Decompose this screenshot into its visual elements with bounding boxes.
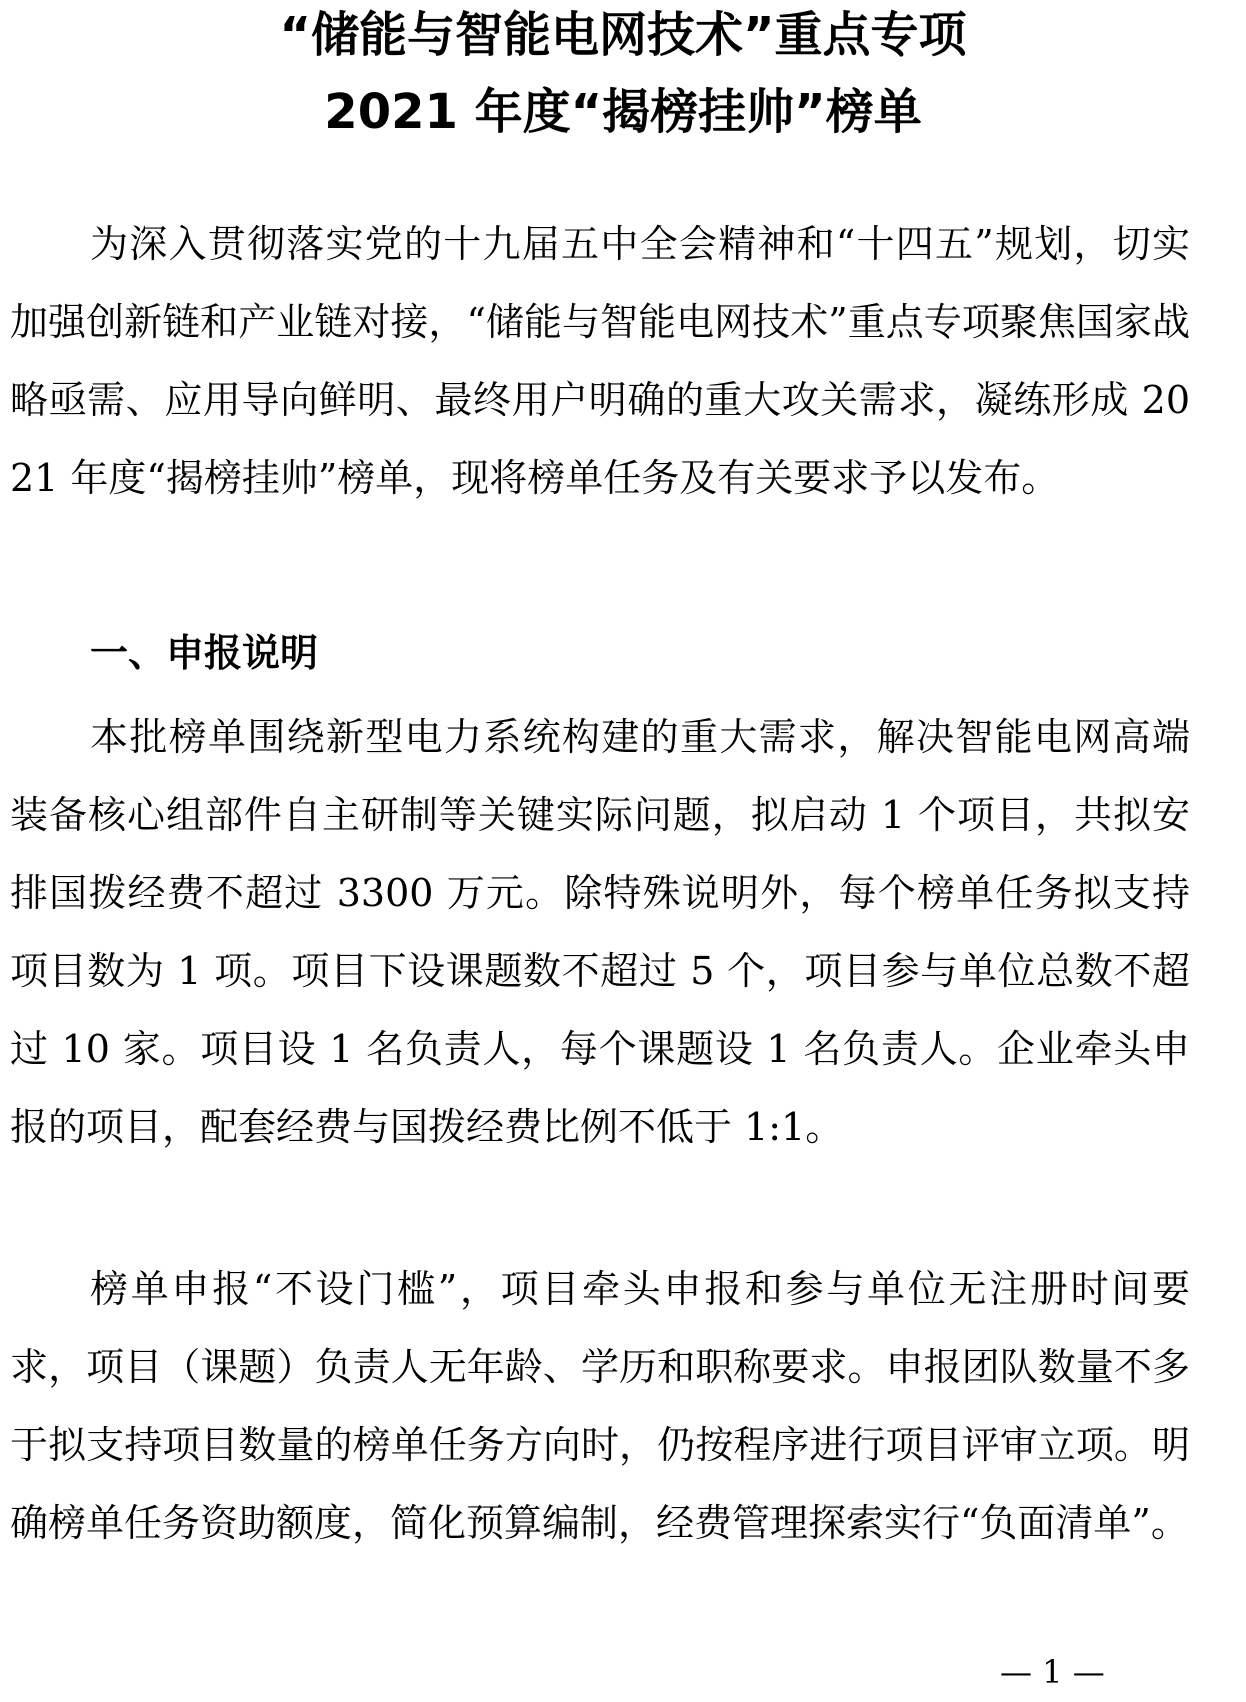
- section-paragraph-requirements: 榜单申报“不设门槛”，项目牵头申报和参与单位无注册时间要求，项目（课题）负责人无年龄、学历和职称要求。申报团队数量不多于拟支持项目数量的榜单任务方向时，仍按程序进行项目评审立项。明确榜单任务资助额度，简化预算编制，经费管理探索实行“负面清单”。: [10, 1267, 1190, 1545]
- section-paragraph-funding: 本批榜单围绕新型电力系统构建的重大需求，解决智能电网高端装备核心组部件自主研制等关键实际问题，拟启动 1 个项目，共拟安排国拨经费不超过 3300 万元。除特殊说明外，每个榜单任务拟支持项目数为 1 项。项目下设课题数不超过 5 个，项目参与单位总数不超过 10 家。项目设 1 名负责人，每个课题设 1 名负责人。企业牵头申报的项目，配套经费与国拨经费比例不低于 1:1。: [10, 715, 1190, 1149]
- intro-paragraph: 为深入贯彻落实党的十九届五中全会精神和“十四五”规划，切实加强创新链和产业链对接，“储能与智能电网技术”重点专项聚焦国家战略亟需、应用导向鲜明、最终用户明确的重大攻关需求，凝练形成 2021 年度“揭榜挂帅”榜单，现将榜单任务及有关要求予以发布。: [10, 222, 1190, 500]
- page-number: — 1 —: [1000, 1653, 1105, 1691]
- document-title-line-2: 2021 年度“揭榜挂帅”榜单: [324, 84, 922, 140]
- section-heading-application-notes: 一、申报说明: [90, 631, 319, 675]
- document-title-line-1: “储能与智能电网技术”重点专项: [279, 7, 967, 63]
